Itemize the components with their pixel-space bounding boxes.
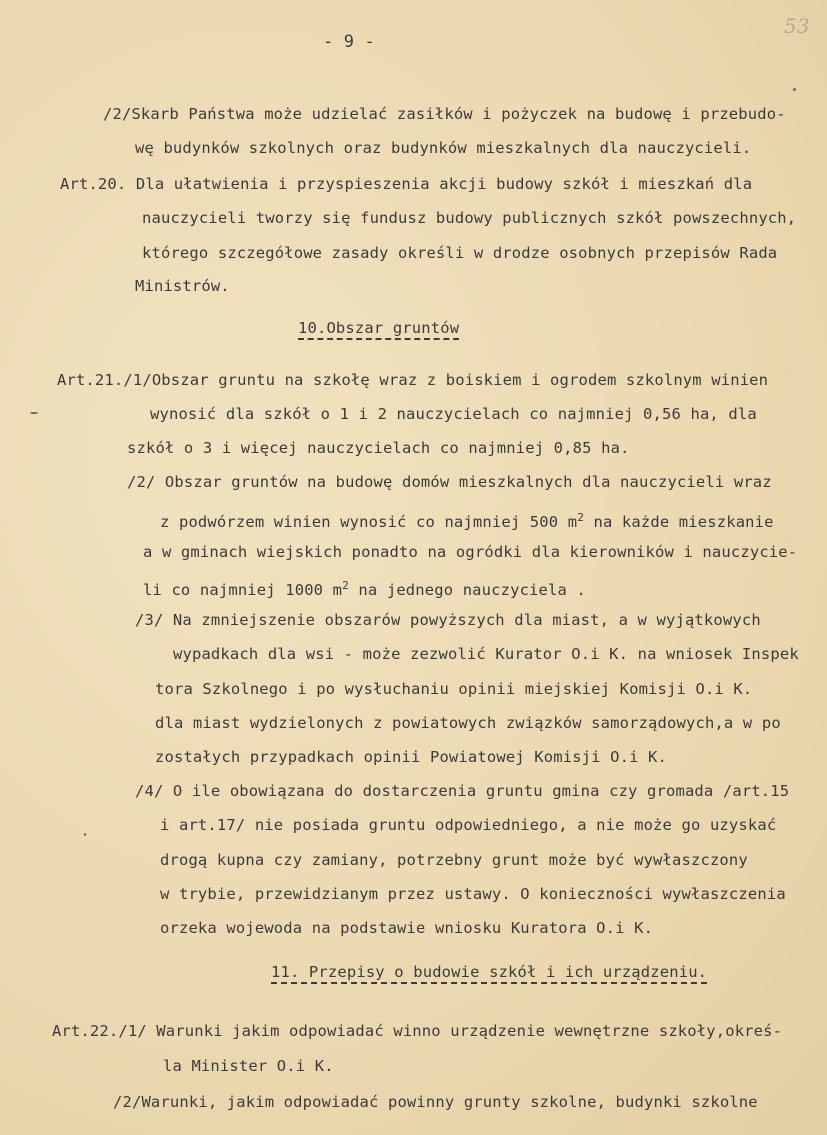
text-line: w trybie, przewidzianym przez ustawy. O konieczności wywłaszczenia xyxy=(160,885,786,903)
text-line: drogą kupna czy zamiany, potrzebny grunt może być wywłaszczony xyxy=(160,851,748,869)
text-line: zostałych przypadkach opinii Powiatowej Komisji O.i K. xyxy=(155,748,668,766)
text-line: nauczycieli tworzy się fundusz budowy publicznych szkół powszechnych, xyxy=(142,209,797,227)
paper-speck xyxy=(84,833,86,836)
text-line: Art.20. Dla ułatwienia i przyspieszenia akcji budowy szkół i mieszkań dla xyxy=(60,175,753,193)
text-line: z podwórzem winien wynosić co najmniej 500 $m^2$ na każde mieszkanie xyxy=(160,511,774,532)
text-line: /2/Skarb Państwa może udzielać zasiłków i pożyczek na budowę i przebudo- xyxy=(103,105,786,123)
text-line: Art.22./1/ Warunki jakim odpowiadać winno urządzenie wewnętrzne szkoły,okreś- xyxy=(52,1022,783,1040)
text-line: i art.17/ nie posiada gruntu odpowiedniego, a nie może go uzyskać xyxy=(160,816,777,834)
text-line: la Minister O.i K. xyxy=(163,1057,334,1075)
text-line: szkół o 3 i więcej nauczycielach co najmniej 0,85 ha. xyxy=(127,439,630,457)
text-line: orzeka wojewoda na podstawie wniosku Kuratora O.i K. xyxy=(160,919,654,937)
text-line: li co najmniej 1000 $m^2$ na jednego nauczyciela . xyxy=(143,579,586,600)
section-heading: 10.Obszar gruntów xyxy=(298,319,460,337)
text-line: którego szczegółowe zasady określi w drodze osobnych przepisów Rada xyxy=(142,244,778,262)
paper-speck xyxy=(30,412,38,414)
archive-number: 53 xyxy=(784,14,810,38)
page-number: - 9 - xyxy=(323,32,375,52)
text-line: wypadkach dla wsi - może zezwolić Kurator O.i K. na wniosek Inspek xyxy=(173,645,799,663)
text-line: /3/ Na zmniejszenie obszarów powyższych dla miast, a w wyjątkowych xyxy=(135,611,761,629)
paper-speck xyxy=(793,88,796,91)
section-heading: 11. Przepisy o budowie szkół i ich urządzeniu. xyxy=(271,963,708,981)
text-line: /4/ O ile obowiązana do dostarczenia gruntu gmina czy gromada /art.15 xyxy=(135,782,790,800)
text-line: Ministrów. xyxy=(135,277,230,295)
text-line: dla miast wydzielonych z powiatowych związków samorządowych,a w po xyxy=(155,714,781,732)
text-line: tora Szkolnego i po wysłuchaniu opinii miejskiej Komisji O.i K. xyxy=(155,680,753,698)
text-line: wę budynków szkolnych oraz budynków mieszkalnych dla nauczycieli. xyxy=(135,139,752,157)
text-line: /2/ Obszar gruntów na budowę domów mieszkalnych dla nauczycieli wraz xyxy=(127,473,772,491)
text-line: a w gminach wiejskich ponadto na ogródki dla kierowników i nauczycie- xyxy=(143,543,798,561)
text-line: wynosić dla szkół o 1 i 2 nauczycielach co najmniej 0,56 ha, dla xyxy=(150,405,757,423)
text-line: Art.21./1/Obszar gruntu na szkołę wraz z boiskiem i ogrodem szkolnym winien xyxy=(57,371,769,389)
text-line: /2/Warunki, jakim odpowiadać powinny grunty szkolne, budynki szkolne xyxy=(113,1093,758,1111)
